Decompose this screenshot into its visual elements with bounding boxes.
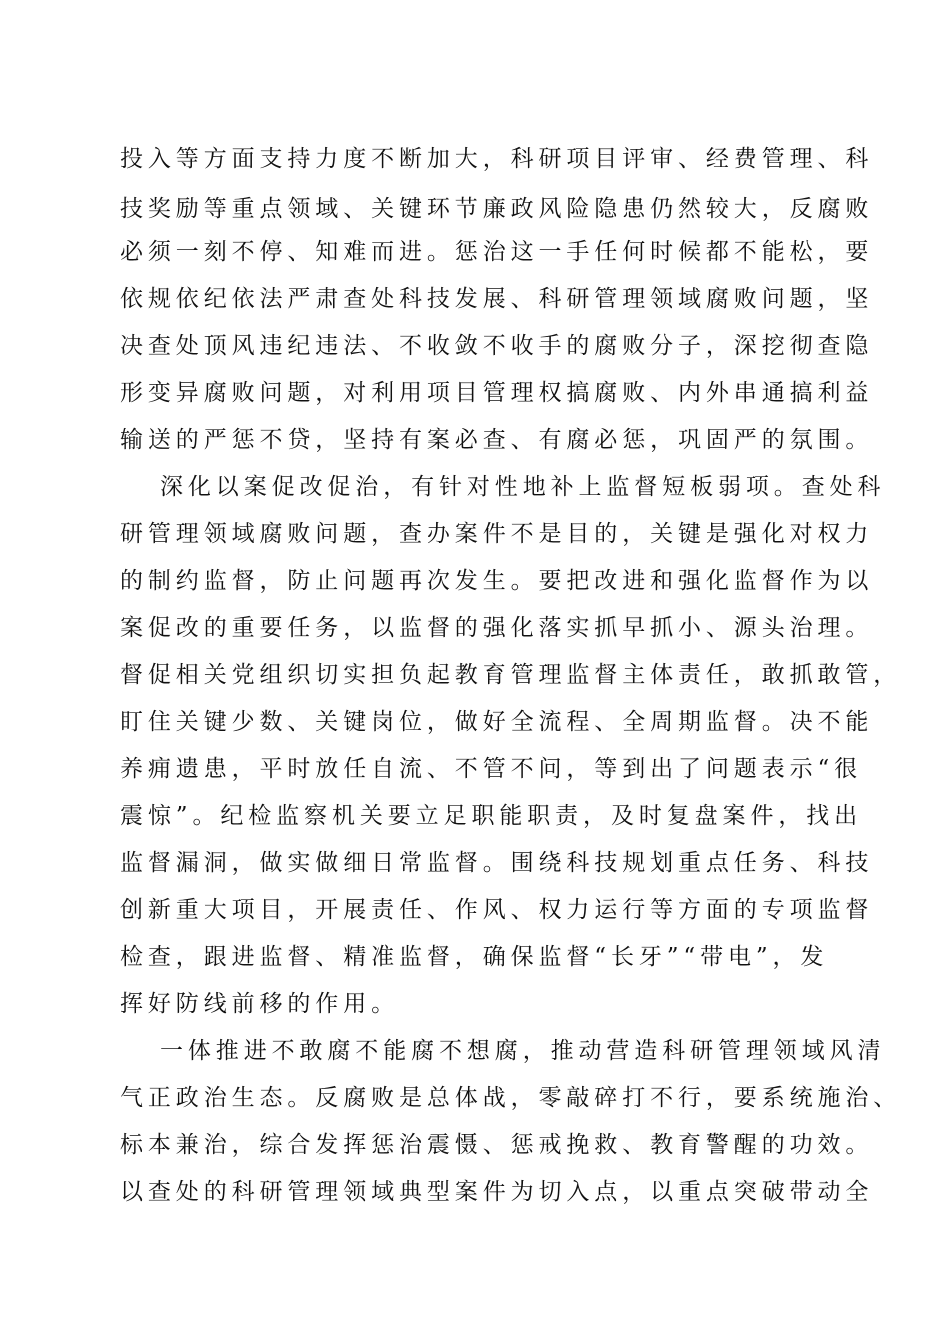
text-line: 以查处的科研管理领域典型案件为切入点，以重点突破带动全 xyxy=(120,1179,874,1205)
text-line: 督促相关党组织切实担负起教育管理监督主体责任，敢抓敢管， xyxy=(120,662,902,688)
text-line: 标本兼治，综合发挥惩治震慑、惩戒挽救、教育警醒的功效。 xyxy=(120,1132,874,1158)
text-line: 的制约监督，防止问题再次发生。要把改进和强化监督作为以 xyxy=(120,568,874,594)
paragraph-start-line: 深化以案促改促治，有针对性地补上监督短板弱项。查处科 xyxy=(160,474,886,500)
paragraph-start-line: 一体推进不敢腐不能腐不想腐，推动营造科研管理领域风清 xyxy=(160,1038,886,1064)
text-line: 气正政治生态。反腐败是总体战，零敲碎打不行，要系统施治、 xyxy=(120,1085,902,1111)
text-line: 输送的严惩不贷，坚持有案必查、有腐必惩，巩固严的氛围。 xyxy=(120,427,874,453)
text-line: 研管理领域腐败问题，查办案件不是目的，关键是强化对权力 xyxy=(120,521,874,547)
text-line: 投入等方面支持力度不断加大，科研项目评审、经费管理、科 xyxy=(120,146,874,172)
text-line: 技奖励等重点领域、关键环节廉政风险隐患仍然较大，反腐败 xyxy=(120,196,874,222)
text-line: 盯住关键少数、关键岗位，做好全流程、全周期监督。决不能 xyxy=(120,709,874,735)
text-line: 依规依纪依法严肃查处科技发展、科研管理领域腐败问题，坚 xyxy=(120,286,874,312)
text-line: 震惊”。纪检监察机关要立足职能职责，及时复盘案件，找出 xyxy=(120,803,863,829)
text-line: 创新重大项目，开展责任、作风、权力运行等方面的专项监督 xyxy=(120,897,874,923)
text-line: 养痈遗患，平时放任自流、不管不问，等到出了问题表示“很 xyxy=(120,756,863,782)
text-line: 决查处顶风违纪违法、不收敛不收手的腐败分子，深挖彻查隐 xyxy=(120,333,874,359)
text-line: 监督漏洞，做实做细日常监督。围绕科技规划重点任务、科技 xyxy=(120,850,874,876)
text-line: 挥好防线前移的作用。 xyxy=(120,991,399,1017)
text-line: 检查，跟进监督、精准监督，确保监督“长牙”“带电”，发 xyxy=(120,944,829,970)
text-line: 形变异腐败问题，对利用项目管理权搞腐败、内外串通搞利益 xyxy=(120,380,874,406)
text-line: 必须一刻不停、知难而进。惩治这一手任何时候都不能松，要 xyxy=(120,239,874,265)
text-line: 案促改的重要任务，以监督的强化落实抓早抓小、源头治理。 xyxy=(120,615,874,641)
